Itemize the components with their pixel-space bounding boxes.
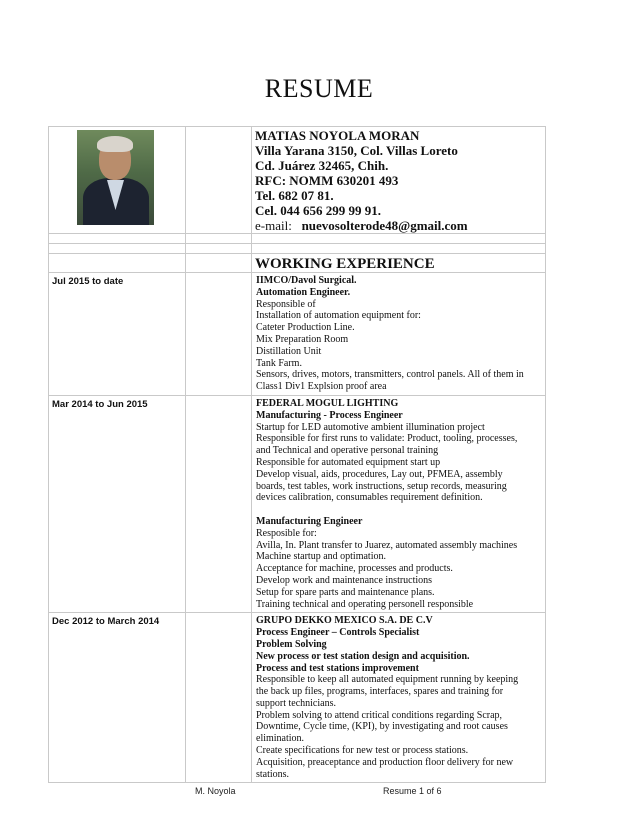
job-dates: Jul 2015 to date — [49, 273, 186, 396]
experience-row — [49, 613, 546, 783]
contact-block — [252, 127, 546, 234]
job-line: Training technical and operating personell responsible — [256, 598, 474, 610]
job-line: Cateter Production Line. — [256, 322, 355, 334]
contact-email — [255, 218, 542, 233]
job-line: Develop work and maintenance instructions — [256, 574, 433, 586]
job-line: Machine startup and optimation. — [256, 551, 386, 563]
job-line: Sensors, drives, motors, transmitters, control panels. All of them in — [256, 369, 524, 381]
job-line: Responsible for first runs to validate: Product, tooling, processes, — [256, 433, 518, 445]
job-line: Resposible for: — [256, 527, 317, 539]
job-line: Create specifications for new test or process stations. — [256, 745, 469, 757]
job-line: support technicians. — [256, 697, 336, 709]
section-heading: WORKING EXPERIENCE — [252, 254, 546, 273]
job-line: Problem solving to attend critical conditions regarding Scrap, — [256, 709, 503, 721]
resume-table — [48, 126, 546, 783]
job-line: Develop visual, aids, procedures, Lay out, PFMEA, assembly — [256, 468, 503, 480]
job-line: Tank Farm. — [256, 357, 302, 369]
job-line: New process or test station design and acquisition. — [256, 650, 470, 662]
job-line: GRUPO DEKKO MEXICO S.A. DE C.V — [256, 615, 433, 627]
job-description — [252, 273, 546, 396]
job-line: Setup for spare parts and maintenance plans. — [256, 586, 435, 598]
job-line: Responsible to keep all automated equipment running by keeping — [256, 674, 519, 686]
job-line: Mix Preparation Room — [256, 333, 349, 345]
job-line: Responsible of — [256, 298, 316, 310]
footer-author: M. Noyola — [195, 786, 236, 796]
job-dates: Dec 2012 to March 2014 — [49, 613, 186, 783]
page-title: RESUME — [264, 74, 374, 103]
job-line: Process Engineer – Controls Specialist — [256, 627, 420, 639]
contact-address-2: Cd. Juárez 32465, Chih. — [255, 158, 389, 173]
job-line: Process and test stations improvement — [256, 662, 419, 674]
job-line: Class1 Div1 Explsion proof area — [256, 381, 387, 393]
job-line: devices calibration, consumables requirement definition. — [256, 492, 483, 504]
job-line: Automation Engineer. — [256, 286, 351, 298]
job-line: Installation of automation equipment for: — [256, 310, 421, 322]
contact-name: MATIAS NOYOLA MORAN — [255, 128, 420, 143]
job-line: Manufacturing Engineer — [256, 515, 363, 527]
job-line: Acquisition, preaceptance and production floor delivery for new — [256, 756, 514, 768]
job-line: Problem Solving — [256, 638, 327, 650]
job-line: stations. — [256, 768, 290, 780]
job-line: the back up files, programs, interfaces, spares and training for — [256, 686, 504, 698]
contact-cel: Cel. 044 656 299 99 91. — [255, 203, 382, 218]
job-line: FEDERAL MOGUL LIGHTING — [256, 397, 399, 409]
email-address[interactable]: nuevosolterode48@gmail.com — [301, 218, 468, 233]
contact-tel: Tel. 682 07 81. — [255, 188, 334, 203]
photo-cell — [49, 127, 186, 234]
job-line — [256, 504, 541, 516]
contact-rfc: RFC: NOMM 630201 493 — [255, 173, 399, 188]
job-description — [252, 395, 546, 612]
job-line: IIMCO/Davol Surgical. — [256, 275, 357, 286]
job-line: Distillation Unit — [256, 345, 322, 357]
job-description — [252, 613, 546, 783]
job-line: Avilla, In. Plant transfer to Juarez, automated assembly machines — [256, 539, 518, 551]
job-line: Startup for LED automotive ambient illumination project — [256, 421, 485, 433]
experience-row — [49, 273, 546, 396]
job-line: boards, test tables, work instructions, setup records, measuring — [256, 480, 507, 492]
job-line: and Technical and operative personal training — [256, 445, 439, 457]
job-line: elimination. — [256, 733, 305, 745]
job-line: Downtime, Cycle time, (KPI), by investigating and root causes — [256, 721, 508, 733]
job-line: Acceptance for machine, processes and products. — [256, 563, 453, 575]
job-line: Manufacturing - Process Engineer — [256, 409, 403, 421]
experience-row — [49, 395, 546, 612]
page-footer — [0, 786, 638, 800]
job-line: Responsible for automated equipment start up — [256, 456, 441, 468]
contact-address-1: Villa Yarana 3150, Col. Villas Loreto — [255, 143, 458, 158]
email-label: e-mail: — [255, 218, 292, 233]
profile-photo — [77, 130, 154, 225]
footer-page-number: Resume 1 of 6 — [383, 786, 442, 796]
job-dates: Mar 2014 to Jun 2015 — [49, 395, 186, 612]
